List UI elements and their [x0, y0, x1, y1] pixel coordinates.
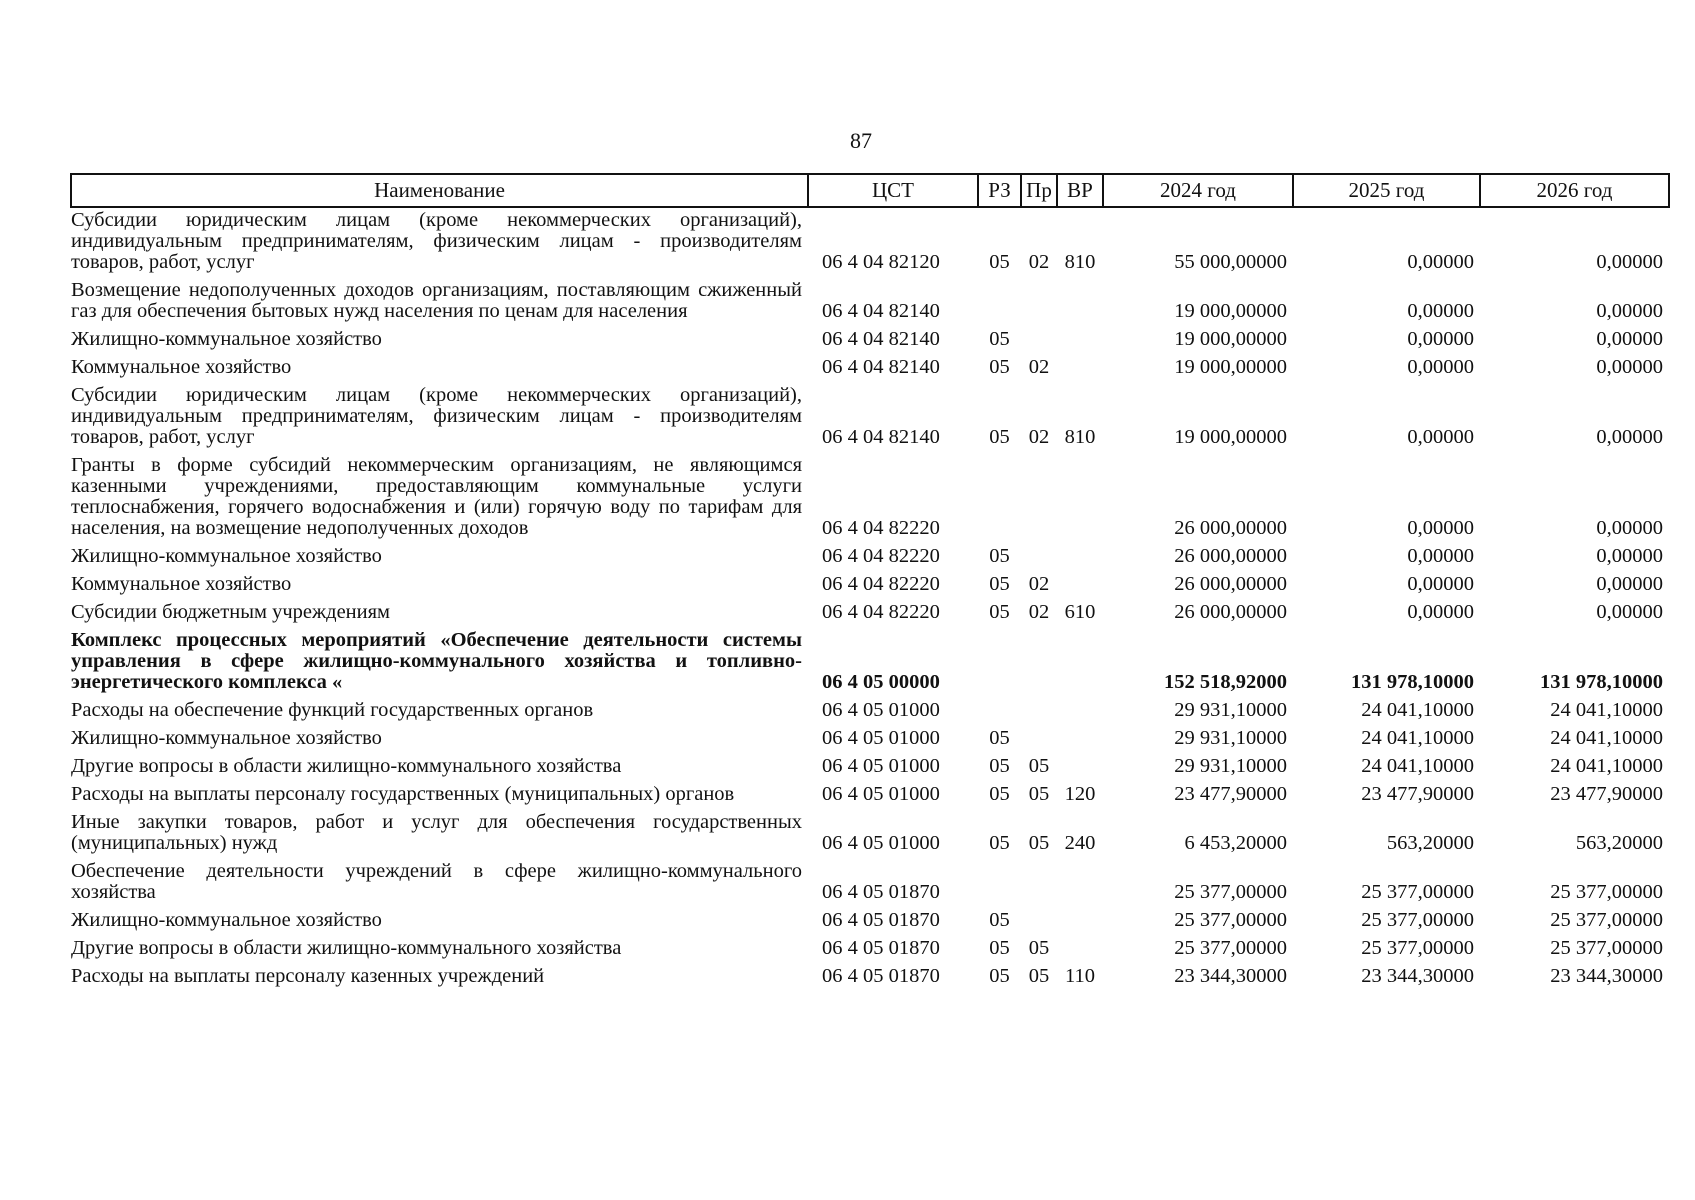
row-vr: 120	[1064, 783, 1096, 805]
row-vr: 240	[1064, 832, 1096, 854]
table-row	[71, 628, 1669, 698]
row-2025: 24 041,10000	[1361, 727, 1474, 749]
row-2025: 131 978,10000	[1351, 671, 1474, 693]
row-2026: 0,00000	[1596, 601, 1663, 623]
row-2026: 0,00000	[1596, 300, 1663, 322]
row-name: Другие вопросы в области жилищно-коммунального хозяйства	[71, 755, 622, 777]
row-2025: 0,00000	[1407, 517, 1474, 539]
row-2025: 0,00000	[1407, 251, 1474, 273]
row-cst: 06 4 04 82220	[822, 517, 940, 539]
header-2025: 2025 год	[1293, 174, 1480, 207]
table-row	[71, 810, 1669, 859]
table-header	[71, 174, 1669, 207]
row-2026: 23 477,90000	[1550, 783, 1663, 805]
row-vr	[1057, 278, 1103, 327]
row-2024: 55 000,00000	[1174, 251, 1287, 273]
row-2024: 26 000,00000	[1174, 517, 1287, 539]
row-cst: 06 4 04 82140	[822, 300, 940, 322]
row-name: Расходы на обеспечение функций государственных органов	[71, 699, 594, 721]
table-row	[71, 207, 1669, 278]
row-2024: 23 477,90000	[1174, 783, 1287, 805]
row-vr	[1057, 698, 1103, 726]
row-2025: 25 377,00000	[1361, 881, 1474, 903]
row-pr	[1021, 327, 1057, 355]
row-2026: 0,00000	[1596, 545, 1663, 567]
row-name: Жилищно-коммунальное хозяйство	[71, 545, 382, 567]
row-pr: 05	[1028, 937, 1050, 959]
row-2025: 23 344,30000	[1361, 965, 1474, 987]
row-rz	[978, 628, 1021, 698]
row-2026: 0,00000	[1596, 517, 1663, 539]
row-pr: 05	[1028, 965, 1050, 987]
row-pr: 02	[1028, 573, 1050, 595]
row-2026: 0,00000	[1596, 426, 1663, 448]
row-2024: 26 000,00000	[1174, 601, 1287, 623]
row-rz: 05	[989, 755, 1010, 777]
row-name: Расходы на выплаты персоналу государственных (муниципальных) органов	[71, 783, 735, 805]
row-2024: 152 518,92000	[1164, 671, 1287, 693]
row-2026: 25 377,00000	[1550, 909, 1663, 931]
row-rz	[978, 453, 1021, 544]
row-name: Субсидии юридическим лицам (кроме некоммерческих организаций), индивидуальным предпринимателям, физическим лицам - производителям товаров, работ, услуг	[71, 209, 802, 273]
row-rz: 05	[989, 573, 1010, 595]
row-2026: 25 377,00000	[1550, 937, 1663, 959]
row-vr: 110	[1065, 965, 1095, 987]
row-name: Иные закупки товаров, работ и услуг для обеспечения государственных (муниципальных) нужд	[71, 811, 802, 854]
table-row	[71, 355, 1669, 383]
header-vr: ВР	[1057, 174, 1103, 207]
row-name: Обеспечение деятельности учреждений в сфере жилищно-коммунального хозяйства	[71, 860, 802, 903]
row-rz: 05	[989, 426, 1010, 448]
row-2026: 24 041,10000	[1550, 699, 1663, 721]
row-2026: 23 344,30000	[1550, 965, 1663, 987]
row-cst: 06 4 05 01870	[822, 937, 940, 959]
row-2026: 0,00000	[1596, 573, 1663, 595]
row-2026: 563,20000	[1575, 832, 1663, 854]
row-vr	[1057, 754, 1103, 782]
row-pr: 05	[1028, 783, 1050, 805]
row-rz: 05	[989, 783, 1010, 805]
row-2024: 29 931,10000	[1174, 755, 1287, 777]
row-vr: 810	[1064, 251, 1096, 273]
row-2024: 19 000,00000	[1174, 426, 1287, 448]
row-cst: 06 4 05 01000	[822, 783, 940, 805]
row-2024: 26 000,00000	[1174, 573, 1287, 595]
row-2024: 19 000,00000	[1174, 328, 1287, 350]
row-vr	[1057, 936, 1103, 964]
row-cst: 06 4 05 01870	[822, 909, 940, 931]
row-rz: 05	[989, 937, 1010, 959]
row-pr	[1021, 859, 1057, 908]
table-body	[71, 207, 1669, 992]
row-cst: 06 4 05 01000	[822, 699, 940, 721]
row-2024: 26 000,00000	[1174, 545, 1287, 567]
row-2024: 29 931,10000	[1174, 727, 1287, 749]
header-2024: 2024 год	[1103, 174, 1293, 207]
row-name: Жилищно-коммунальное хозяйство	[71, 727, 382, 749]
row-cst: 06 4 04 82120	[822, 251, 940, 273]
row-cst: 06 4 05 01870	[822, 965, 940, 987]
row-2024: 19 000,00000	[1174, 300, 1287, 322]
row-rz: 05	[989, 727, 1010, 749]
row-cst: 06 4 04 82220	[822, 545, 940, 567]
row-2026: 0,00000	[1596, 328, 1663, 350]
row-2024: 25 377,00000	[1174, 937, 1287, 959]
row-2026: 24 041,10000	[1550, 755, 1663, 777]
header-2026: 2026 год	[1480, 174, 1669, 207]
row-pr	[1021, 544, 1057, 572]
table-row	[71, 278, 1669, 327]
row-2026: 0,00000	[1596, 251, 1663, 273]
header-rz: РЗ	[978, 174, 1021, 207]
row-2026: 0,00000	[1596, 356, 1663, 378]
row-2026: 25 377,00000	[1550, 881, 1663, 903]
row-vr	[1057, 355, 1103, 383]
row-pr: 05	[1028, 832, 1050, 854]
row-2025: 563,20000	[1386, 832, 1474, 854]
row-cst: 06 4 05 01000	[822, 727, 940, 749]
row-2025: 0,00000	[1407, 573, 1474, 595]
row-cst: 06 4 05 01870	[822, 881, 940, 903]
row-rz: 05	[989, 545, 1010, 567]
row-2024: 25 377,00000	[1174, 881, 1287, 903]
header-name: Наименование	[71, 174, 808, 207]
row-name: Субсидии юридическим лицам (кроме некоммерческих организаций), индивидуальным предпринимателям, физическим лицам - производителям товаров, работ, услуг	[71, 384, 802, 448]
row-vr: 610	[1064, 601, 1096, 623]
page-number: 87	[850, 128, 872, 153]
table-row	[71, 600, 1669, 628]
header-pr: Пр	[1021, 174, 1057, 207]
table-row	[71, 544, 1669, 572]
row-pr	[1021, 278, 1057, 327]
row-cst: 06 4 05 01000	[822, 832, 940, 854]
row-cst: 06 4 04 82220	[822, 601, 940, 623]
table-row	[71, 754, 1669, 782]
row-rz: 05	[989, 356, 1010, 378]
row-2025: 0,00000	[1407, 300, 1474, 322]
table-row	[71, 383, 1669, 453]
row-2025: 23 477,90000	[1361, 783, 1474, 805]
row-name: Коммунальное хозяйство	[71, 573, 292, 595]
row-2025: 24 041,10000	[1361, 699, 1474, 721]
row-2025: 25 377,00000	[1361, 909, 1474, 931]
row-vr	[1057, 628, 1103, 698]
row-2025: 0,00000	[1407, 601, 1474, 623]
budget-table	[70, 173, 1670, 992]
row-pr: 05	[1028, 755, 1050, 777]
row-pr	[1021, 698, 1057, 726]
row-cst: 06 4 04 82140	[822, 426, 940, 448]
row-name: Коммунальное хозяйство	[71, 356, 292, 378]
row-rz	[978, 278, 1021, 327]
row-rz: 05	[989, 965, 1010, 987]
row-vr	[1057, 908, 1103, 936]
row-2025: 0,00000	[1407, 545, 1474, 567]
row-2025: 0,00000	[1407, 426, 1474, 448]
row-rz	[978, 859, 1021, 908]
row-vr	[1057, 544, 1103, 572]
row-rz: 05	[989, 909, 1010, 931]
row-2025: 0,00000	[1407, 328, 1474, 350]
row-rz: 05	[989, 832, 1010, 854]
table-row	[71, 908, 1669, 936]
row-pr: 02	[1028, 356, 1050, 378]
table-row	[71, 782, 1669, 810]
row-name: Субсидии бюджетным учреждениям	[71, 601, 391, 623]
row-cst: 06 4 05 00000	[822, 671, 940, 693]
row-vr	[1057, 726, 1103, 754]
row-vr	[1057, 572, 1103, 600]
table-row	[71, 936, 1669, 964]
row-cst: 06 4 04 82220	[822, 573, 940, 595]
header-cst: ЦСТ	[808, 174, 978, 207]
row-rz: 05	[989, 251, 1010, 273]
row-name: Жилищно-коммунальное хозяйство	[71, 909, 382, 931]
row-pr: 02	[1028, 601, 1050, 623]
table-row	[71, 964, 1669, 992]
row-pr: 02	[1028, 251, 1050, 273]
row-2025: 25 377,00000	[1361, 937, 1474, 959]
row-name: Гранты в форме субсидий некоммерческим организациям, не являющимся казенными учреждениями, предоставляющим коммунальные услуги теплоснабжения, горячего водоснабжения и (или) горячую воду по тарифам для населения, на возмещение недополученных доходов	[71, 454, 802, 539]
row-2025: 0,00000	[1407, 356, 1474, 378]
row-cst: 06 4 04 82140	[822, 328, 940, 350]
table-row	[71, 453, 1669, 544]
table-row	[71, 859, 1669, 908]
row-pr: 02	[1028, 426, 1050, 448]
row-2024: 29 931,10000	[1174, 699, 1287, 721]
row-2026: 131 978,10000	[1540, 671, 1663, 693]
row-rz	[978, 698, 1021, 726]
table-row	[71, 572, 1669, 600]
row-rz: 05	[989, 601, 1010, 623]
table-row	[71, 327, 1669, 355]
row-name: Возмещение недополученных доходов организациям, поставляющим сжиженный газ для обеспечения бытовых нужд населения по ценам для населения	[71, 279, 802, 322]
row-pr	[1021, 453, 1057, 544]
row-2024: 19 000,00000	[1174, 356, 1287, 378]
row-vr	[1057, 859, 1103, 908]
row-name: Другие вопросы в области жилищно-коммунального хозяйства	[71, 937, 622, 959]
row-2026: 24 041,10000	[1550, 727, 1663, 749]
row-2025: 24 041,10000	[1361, 755, 1474, 777]
table-row	[71, 726, 1669, 754]
row-pr	[1021, 628, 1057, 698]
row-cst: 06 4 04 82140	[822, 356, 940, 378]
row-2024: 25 377,00000	[1174, 909, 1287, 931]
row-name: Жилищно-коммунальное хозяйство	[71, 328, 382, 350]
row-rz: 05	[989, 328, 1010, 350]
row-name: Расходы на выплаты персоналу казенных учреждений	[71, 965, 545, 987]
row-name: Комплекс процессных мероприятий «Обеспечение деятельности системы управления в сфере жилищно-коммунального хозяйства и топливно-энергетического комплекса «	[71, 629, 802, 693]
row-2024: 23 344,30000	[1174, 965, 1287, 987]
row-vr	[1057, 453, 1103, 544]
row-pr	[1021, 726, 1057, 754]
row-2024: 6 453,20000	[1184, 832, 1287, 854]
row-vr	[1057, 327, 1103, 355]
table-row	[71, 698, 1669, 726]
row-vr: 810	[1064, 426, 1096, 448]
row-cst: 06 4 05 01000	[822, 755, 940, 777]
row-pr	[1021, 908, 1057, 936]
